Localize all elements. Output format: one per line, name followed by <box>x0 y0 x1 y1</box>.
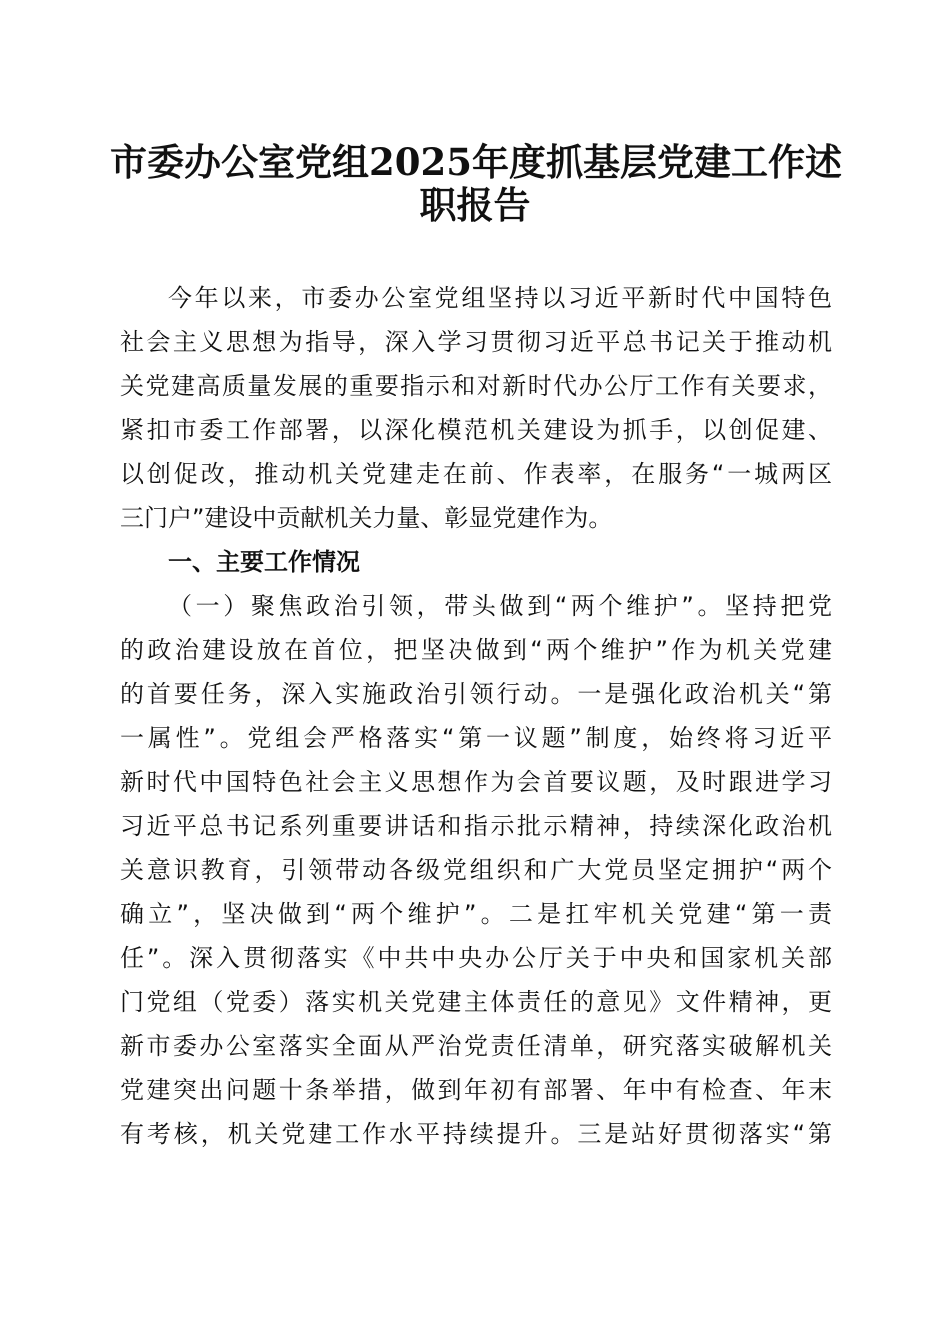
body-line: 新市委办公室落实全面从严治党责任清单，研究落实破解机关 <box>120 1032 832 1060</box>
body-line: 的政治建设放在首位，把坚决做到“两个维护”作为机关党建 <box>120 636 832 664</box>
intro-line: 关党建高质量发展的重要指示和对新时代办公厅工作有关要求， <box>120 372 832 400</box>
body-line: 一属性”。党组会严格落实“第一议题”制度，始终将习近平 <box>120 724 832 752</box>
body-line: 确立”，坚决做到“两个维护”。二是扛牢机关党建“第一责 <box>120 900 832 928</box>
body-line: 新时代中国特色社会主义思想作为会首要议题，及时跟进学习 <box>120 768 832 796</box>
intro-line: 以创促改，推动机关党建走在前、作表率，在服务“一城两区 <box>120 460 832 488</box>
document-title-line-2: 职报告 <box>419 183 531 227</box>
body-line: 有考核，机关党建工作水平持续提升。三是站好贯彻落实“第 <box>120 1120 832 1148</box>
intro-line: 三门户”建设中贡献机关力量、彰显党建作为。 <box>120 504 613 532</box>
body-line: 关意识教育，引领带动各级党组织和广大党员坚定拥护“两个 <box>120 856 832 884</box>
intro-line: 社会主义思想为指导，深入学习贯彻习近平总书记关于推动机 <box>120 328 832 356</box>
body-line: 任”。深入贯彻落实《中共中央办公厅关于中央和国家机关部 <box>120 944 832 972</box>
intro-line: 今年以来，市委办公室党组坚持以习近平新时代中国特色 <box>168 284 832 312</box>
body-line: （一）聚焦政治引领，带头做到“两个维护”。坚持把党 <box>168 592 832 620</box>
body-line: 党建突出问题十条举措，做到年初有部署、年中有检查、年末 <box>120 1076 832 1104</box>
body-line: 的首要任务，深入实施政治引领行动。一是强化政治机关“第 <box>120 680 832 708</box>
body-line: 门党组（党委）落实机关党建主体责任的意见》文件精神，更 <box>120 988 832 1016</box>
document-title-line-1: 市委办公室党组2025年度抓基层党建工作述 <box>110 140 842 184</box>
section-heading: 一、主要工作情况 <box>168 548 360 576</box>
intro-line: 紧扣市委工作部署，以深化模范机关建设为抓手，以创促建、 <box>120 416 832 444</box>
body-line: 习近平总书记系列重要讲话和指示批示精神，持续深化政治机 <box>120 812 832 840</box>
